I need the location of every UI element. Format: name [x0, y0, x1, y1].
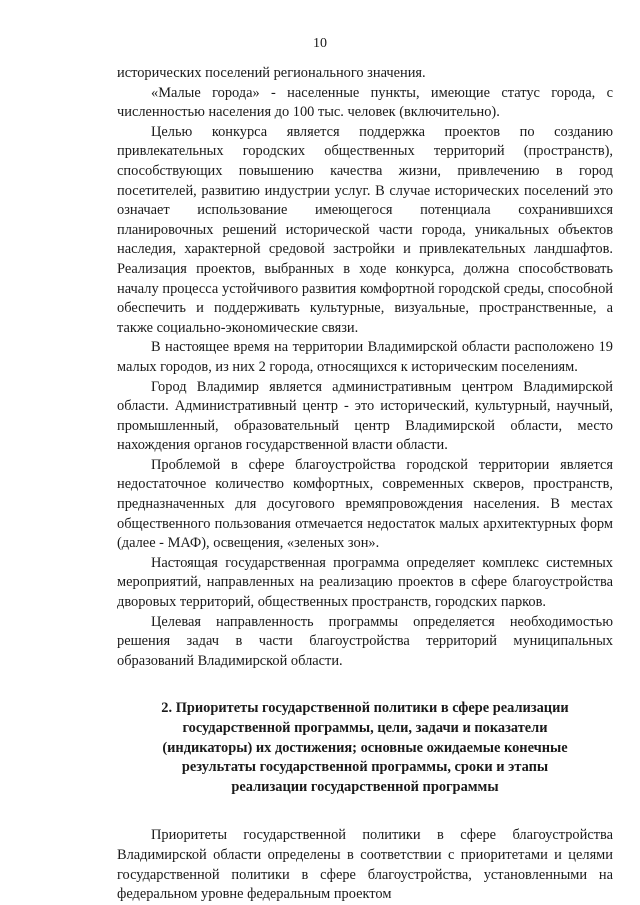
paragraph: Проблемой в сфере благоустройства городской территории является недостаточное количество комфортных, современных скверов, пространств, предназначенных для досугового времяпровождения населения. В местах общественного пользования отмечается недостаток малых архитектурных форм (далее - МАФ), освещения, «зеленых зон».	[117, 456, 613, 552]
paragraph: Город Владимир является административным центром Владимирской области. Административный центр - это исторический, культурный, научный, промышленный, образовательный центр Владимирской области, место нахождения органов государственной власти области.	[117, 378, 613, 454]
heading-line: реализации государственной программы	[231, 778, 499, 795]
heading-line: результаты государственной программы, сроки и этапы	[181, 759, 549, 776]
paragraph: Целевая направленность программы определяется необходимостью решения задач в части благоустройства территорий муниципальных образований Владимирской области.	[117, 613, 613, 669]
document-body	[117, 64, 613, 905]
paragraphs-before-heading	[117, 64, 613, 671]
paragraph: Приоритеты государственной политики в сфере благоустройства Владимирской области определены в соответствии с приоритетами и целями государственной политики в сфере благоустройства, установленными на федеральном уровне федеральным проектом	[117, 827, 613, 903]
paragraph: В настоящее время на территории Владимирской области расположено 19 малых городов, из них 2 города, относящихся к историческим поселениям.	[117, 339, 613, 375]
heading-line: (индикаторы) их достижения; основные ожидаемые конечные	[162, 739, 568, 756]
paragraphs-after-heading	[117, 826, 613, 904]
section-heading	[117, 699, 613, 797]
paragraph: «Малые города» - населенные пункты, имеющие статус города, с численностью населения до 100 тыс. человек (включительно).	[117, 84, 613, 121]
heading-line: 2. Приоритеты государственной политики в сфере реализации	[161, 700, 569, 717]
heading-line: государственной программы, цели, задачи и показатели	[182, 720, 548, 736]
page-number: 10	[313, 36, 327, 51]
paragraph: исторических поселений регионального значения.	[117, 65, 426, 81]
paragraph: Настоящая государственная программа определяет комплекс системных мероприятий, направленных на реализацию проектов в сфере благоустройства дворовых территорий, общественных пространств, городских парков.	[117, 554, 613, 611]
paragraph: Целью конкурса является поддержка проектов по созданию привлекательных городских общественных территорий (пространств), способствующих повышению качества жизни, привлечению в город посетителей, развитию индустрии услуг. В случае исторических поселений это означает использование имеющегося потенциала сохранившихся планировочных решений исторической части города, уникальных объектов наследия, характерной средовой застройки и привлекательных ландшафтов. Реализация проектов, выбранных в ходе конкурса, должна способствовать началу процесса устойчивого развития комфортной городской среды, способной обеспечить и поддерживать культурные, визуальные, пространственные, а также социально-экономические связи.	[117, 123, 613, 336]
